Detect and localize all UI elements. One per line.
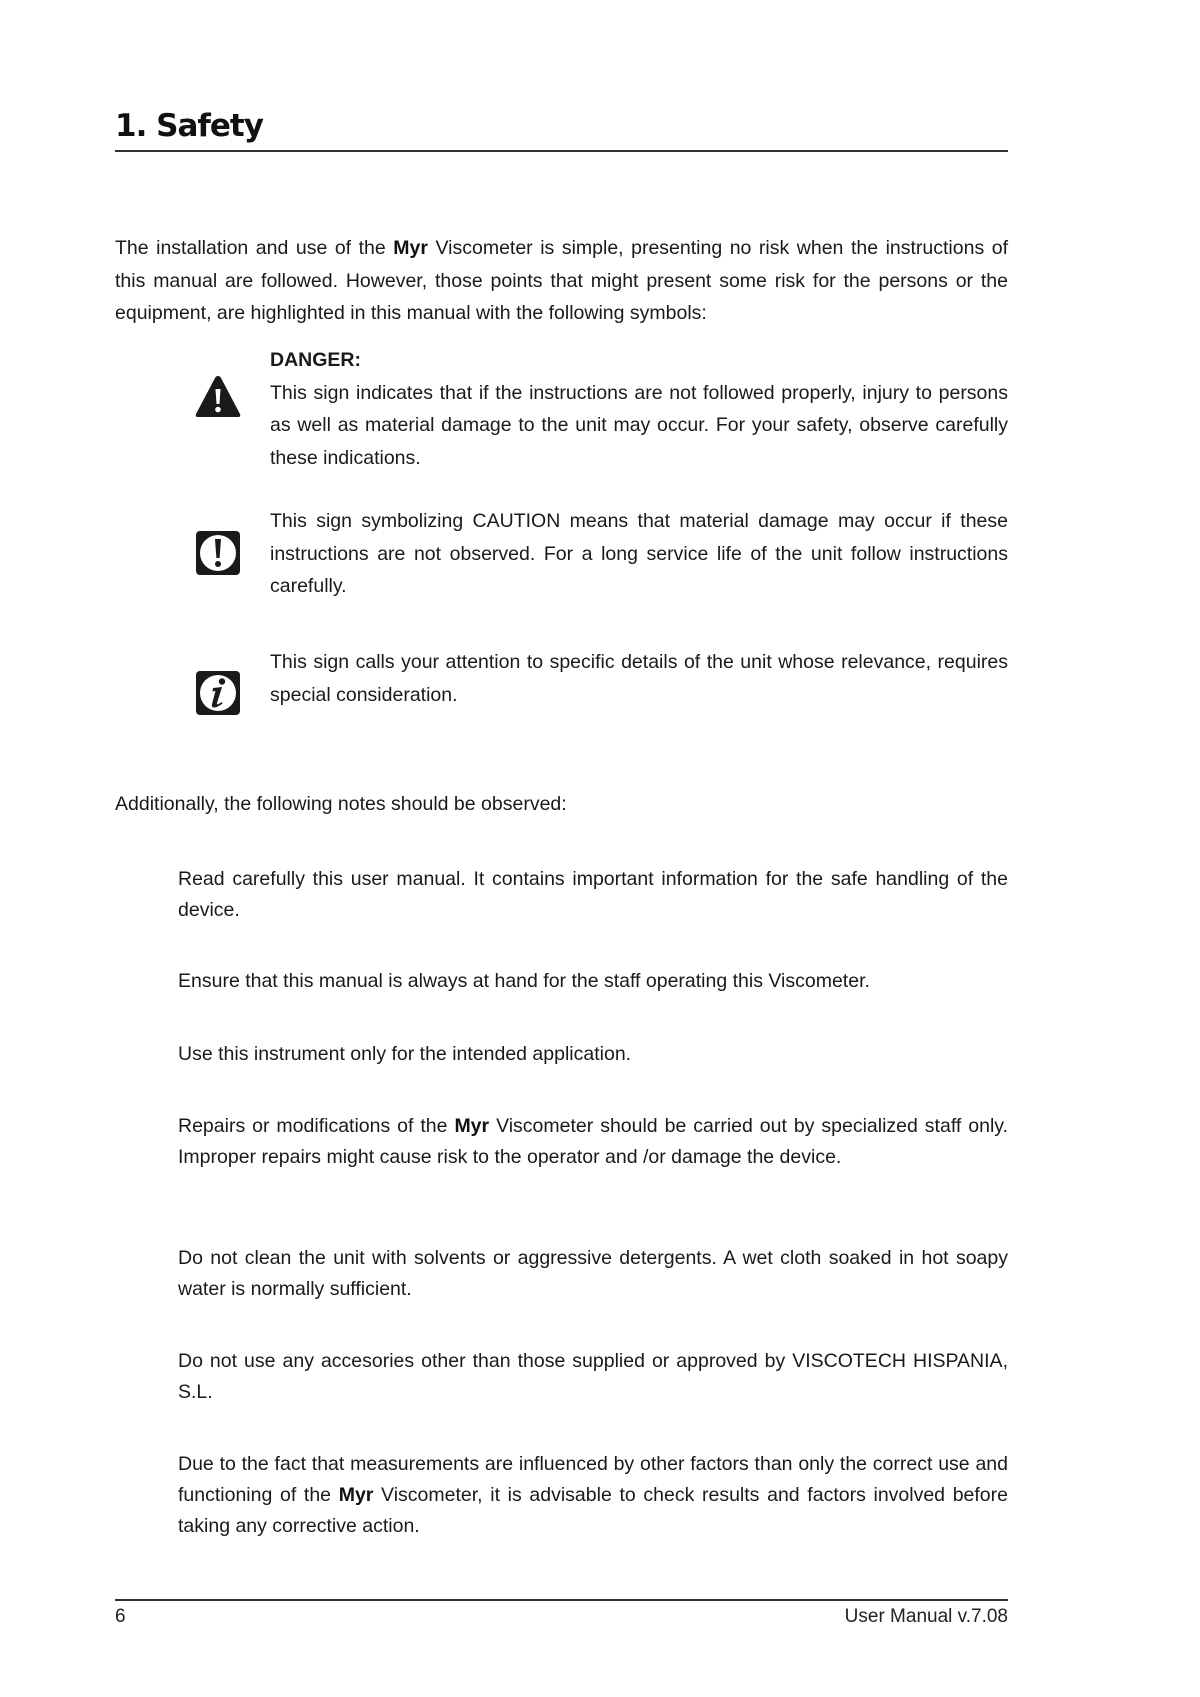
intro-paragraph <box>115 232 1008 330</box>
brand-name: Myr <box>393 237 428 259</box>
footer-divider <box>115 1599 1008 1601</box>
note-item: Do not use any accesories other than those supplied or approved by VISCOTECH HISPANIA, S.L. <box>178 1350 1008 1403</box>
brand-name: Myr <box>338 1484 374 1506</box>
note-item: Ensure that this manual is always at hand for the staff operating this Viscometer. <box>178 970 870 992</box>
info-icon <box>195 670 245 720</box>
note-text-before: Due to the fact that measurements are influenced by other factors than only the correct use and functioning of the <box>178 1453 1008 1506</box>
additional-notes-heading: Additionally, the following notes should be observed: <box>115 793 567 815</box>
note-text-after: Viscometer, it is advisable to check results and factors involved before taking any corrective action. <box>178 1484 1008 1537</box>
note-item: Read carefully this user manual. It contains important information for the safe handling of the device. <box>178 868 1008 921</box>
manual-version: User Manual v.7.08 <box>844 1606 1008 1627</box>
note-item <box>178 1111 1008 1173</box>
document-page <box>115 0 1008 1697</box>
note-item <box>178 1449 1008 1542</box>
warning-triangle-icon <box>193 372 243 422</box>
symbol-caution-text: This sign symbolizing CAUTION means that material damage may occur if these instructions are not observed. For a long service life of the unit follow instructions carefully. <box>270 510 1008 597</box>
symbol-info-text: This sign calls your attention to specific details of the unit whose relevance, requires special consideration. <box>270 651 1008 706</box>
symbol-danger-text <box>270 344 1008 474</box>
caution-exclamation-icon <box>195 530 245 580</box>
brand-name: Myr <box>454 1115 490 1137</box>
note-item: Do not clean the unit with solvents or aggressive detergents. A wet cloth soaked in hot soapy water is normally sufficient. <box>178 1247 1008 1300</box>
note-text-after: Viscometer should be carried out by specialized staff only. Improper repairs might cause risk to the operator and /or damage the device. <box>178 1115 1008 1168</box>
page-number: 6 <box>115 1606 126 1627</box>
intro-text-after: Viscometer is simple, presenting no risk when the instructions of this manual are followed. However, those points that might present some risk for the persons or the equipment, are highlighted in this manual with the following symbols: <box>115 237 1008 324</box>
note-item: Use this instrument only for the intended application. <box>178 1043 632 1065</box>
section-title: 1. Safety <box>115 108 263 144</box>
intro-text-before: The installation and use of the <box>115 237 394 259</box>
danger-description: This sign indicates that if the instructions are not followed properly, injury to persons as well as material damage to the unit may occur. For your safety, observe carefully these indications. <box>270 381 1008 469</box>
danger-label: DANGER: <box>270 349 361 371</box>
note-text-before: Repairs or modifications of the <box>178 1115 455 1137</box>
title-divider <box>115 150 1008 152</box>
